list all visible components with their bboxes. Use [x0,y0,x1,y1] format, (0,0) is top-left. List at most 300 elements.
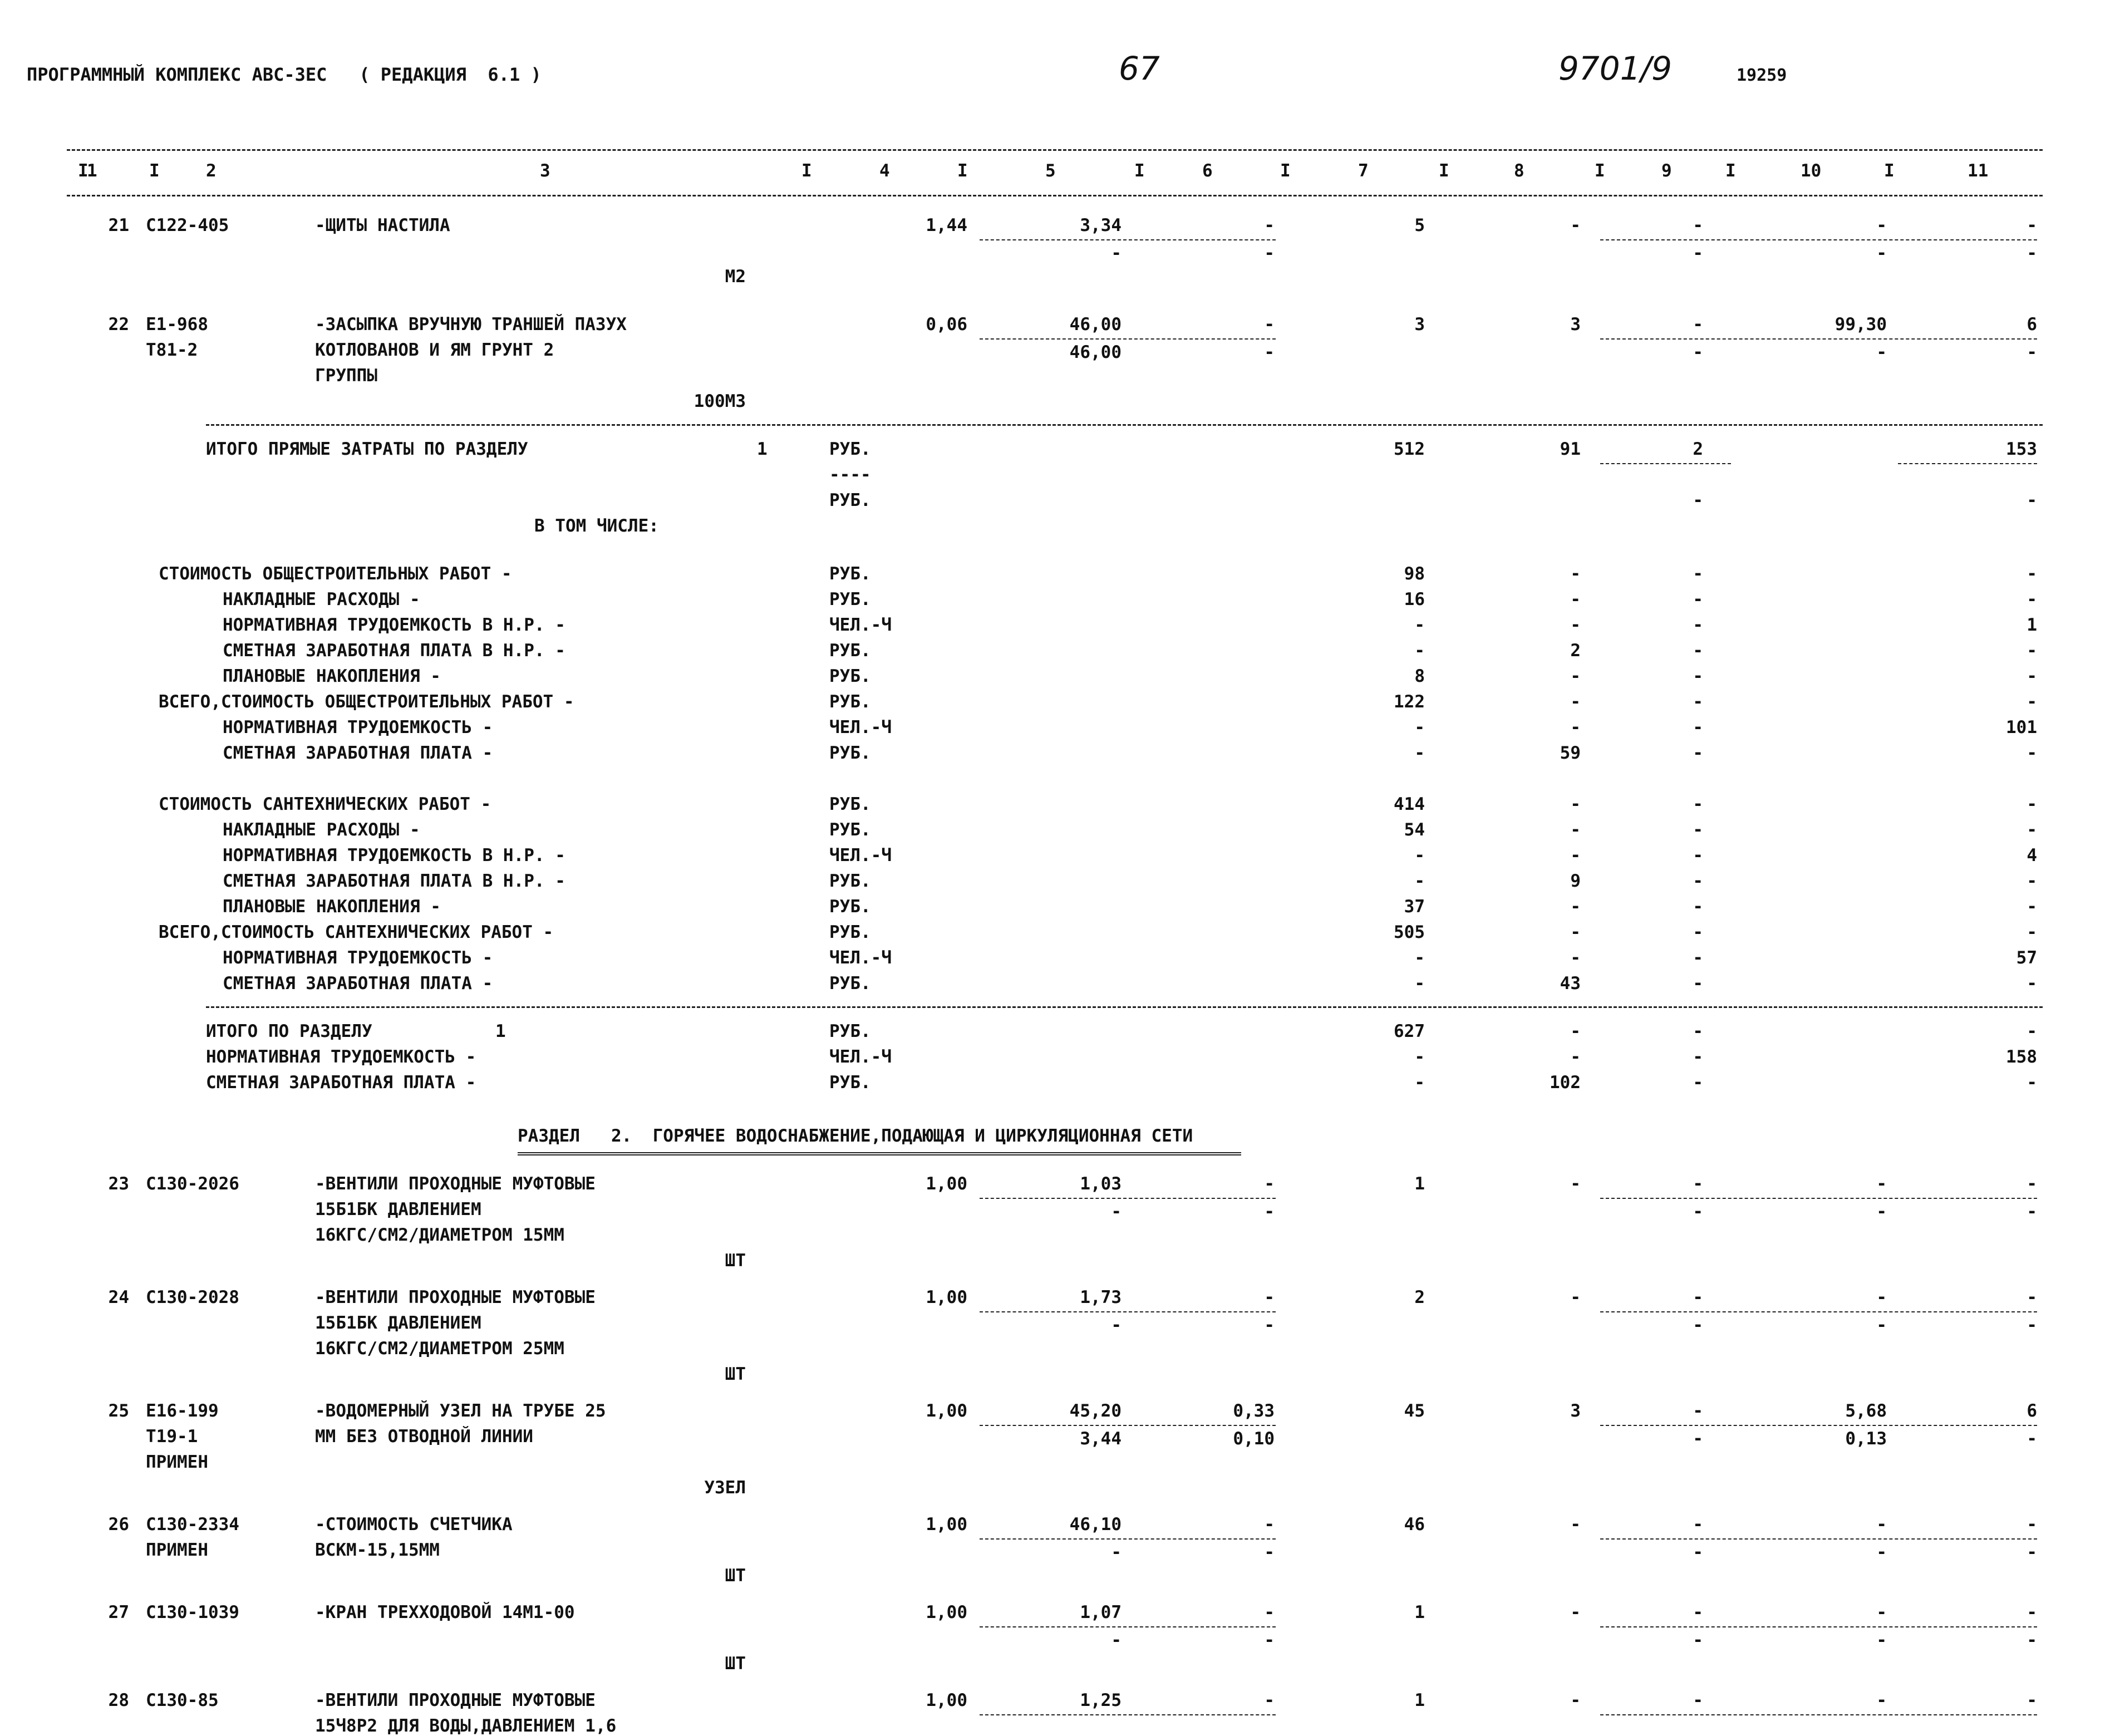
row-divider [1600,338,2037,340]
row-col-11: 6 [2027,1401,2037,1421]
row-col-8: - [1570,215,1581,235]
row-name-line: 15Ч8Р2 ДЛЯ ВОДЫ,ДАВЛЕНИЕМ 1,6 [315,1716,617,1736]
row-name-line: ММ БЕЗ ОТВОДНОЙ ЛИНИИ [315,1427,533,1447]
row-unit: ШТ [725,1251,746,1271]
row-code: С130-2028 [146,1287,239,1307]
breakdown-col-11: - [2027,794,2037,814]
row-col-5: 46,00 [1069,314,1122,335]
row-col-5: 3,34 [1080,215,1122,235]
breakdown-col-9: - [1693,973,1703,994]
breakdown-col-7: 8 [1414,666,1425,686]
row-col-7: 1 [1414,1174,1425,1194]
row-name-line: ГРУППЫ [315,366,377,386]
row-code: Е16-199 [146,1401,219,1421]
row-name-line: 16КГС/СМ2/ДИАМЕТРОМ 25ММ [315,1339,564,1359]
header-rule-bottom [67,195,2043,196]
breakdown-unit: РУБ. [829,641,871,661]
column-header-4: 4 [879,161,890,181]
row-quantity: 1,00 [926,1174,967,1194]
row-col-11: 6 [2027,314,2037,335]
row-col-11: - [2027,1287,2037,1307]
row-col-10: - [1876,1602,1887,1622]
row-col-7: 46 [1404,1514,1425,1535]
row-sub-9: - [1693,1542,1703,1562]
breakdown-col-9: - [1693,922,1703,942]
breakdown-unit: ЧЕЛ.-Ч [829,717,892,737]
document-number: 9701/9 [1558,50,1673,87]
breakdown-col-11: - [2027,589,2037,609]
breakdown-col-11: - [2027,973,2037,994]
row-col-7: 3 [1414,314,1425,335]
section-total-number: 1 [495,1021,506,1041]
breakdown-unit: ЧЕЛ.-Ч [829,615,892,635]
row-unit: 100М3 [694,391,746,411]
row-col-5: 1,73 [1080,1287,1122,1307]
row-unit: ШТ [725,1654,746,1674]
row-divider [980,1425,1276,1426]
row-name-line: ВСКМ-15,15ММ [315,1540,440,1560]
totals-rule [206,424,2043,426]
section-total-col-7: 627 [1394,1021,1425,1041]
row-number: 21 [108,215,129,235]
row-name-line: -ВЕНТИЛИ ПРОХОДНЫЕ МУФТОВЫЕ [315,1690,596,1710]
column-separator: I [1134,161,1145,181]
row-sub-11: - [2027,1630,2037,1650]
breakdown-col-7: - [1414,615,1425,635]
breakdown-col-11: - [2027,897,2037,917]
row-name-line: -ВЕНТИЛИ ПРОХОДНЫЕ МУФТОВЫЕ [315,1287,596,1307]
breakdown-col-11: - [2027,871,2037,891]
page-number: 67 [1119,50,1160,87]
column-separator: I [1439,161,1449,181]
breakdown-col-8: - [1570,897,1581,917]
breakdown-col-9: - [1693,717,1703,737]
column-header-1: 1 [87,161,97,181]
row-col-8: - [1570,1287,1581,1307]
row-col-11: - [2027,1602,2037,1622]
section-total-row-label: СМЕТНАЯ ЗАРАБОТНАЯ ПЛАТА - [206,1073,476,1093]
row-divider [1600,239,2037,240]
breakdown-unit: РУБ. [829,589,871,609]
row-sub-11: - [2027,1429,2037,1449]
row-col-8: 3 [1570,1401,1581,1421]
row-divider [980,1311,1276,1312]
breakdown-col-8: - [1570,589,1581,609]
row-unit: УЗЕЛ [704,1478,746,1498]
breakdown-unit: РУБ. [829,564,871,584]
breakdown-col-7: - [1414,641,1425,661]
column-header-10: 10 [1801,161,1822,181]
row-name-line: -ЩИТЫ НАСТИЛА [315,215,450,235]
row-col-10: 99,30 [1834,314,1887,335]
totals-sub-9: - [1693,490,1703,510]
row-divider [1600,1425,2037,1426]
column-header-6: 6 [1202,161,1213,181]
breakdown-col-7: - [1414,973,1425,994]
section-total-col-11: - [2027,1021,2037,1041]
row-quantity: 1,00 [926,1287,967,1307]
section-total-unit: РУБ. [829,1073,871,1093]
section-total-row-label: НОРМАТИВНАЯ ТРУДОЕМКОСТЬ - [206,1047,476,1067]
row-sub-9: - [1693,1202,1703,1222]
breakdown-col-8: - [1570,948,1581,968]
row-col-6: - [1264,1602,1275,1622]
breakdown-label: СМЕТНАЯ ЗАРАБОТНАЯ ПЛАТА В Н.Р. - [223,871,565,891]
row-number: 26 [108,1514,129,1535]
breakdown-unit: ЧЕЛ.-Ч [829,948,892,968]
section-total-col-9: - [1693,1021,1703,1041]
breakdown-col-7: - [1414,948,1425,968]
breakdown-col-11: - [2027,666,2037,686]
breakdown-col-11: - [2027,692,2037,712]
column-header-7: 7 [1358,161,1369,181]
breakdown-col-8: - [1570,717,1581,737]
breakdown-col-9: - [1693,692,1703,712]
section-total-col-11: - [2027,1073,2037,1093]
column-separator: I [1884,161,1895,181]
row-code: С130-2334 [146,1514,239,1535]
row-sub-5: - [1111,1630,1122,1650]
breakdown-col-9: - [1693,666,1703,686]
section2-title-underline [518,1152,1241,1155]
breakdown-col-11: - [2027,922,2037,942]
program-header: ПРОГРАММНЫЙ КОМПЛЕКС АВС-3ЕС ( РЕДАКЦИЯ 6.1 ) [27,64,542,85]
row-sub-10: - [1876,1630,1887,1650]
breakdown-col-7: 414 [1394,794,1425,814]
breakdown-col-8: - [1570,666,1581,686]
breakdown-col-9: - [1693,743,1703,763]
row-divider [980,1714,1276,1715]
row-unit: ШТ [725,1566,746,1586]
row-quantity: 1,44 [926,215,967,235]
breakdown-col-8: - [1570,692,1581,712]
row-code: Е1-968 [146,314,208,335]
column-separator: I [1280,161,1291,181]
row-sub-10: - [1876,1202,1887,1222]
breakdown-unit: РУБ. [829,743,871,763]
breakdown-col-7: 505 [1394,922,1425,942]
row-sub-6: - [1264,243,1275,263]
row-name-line: -СТОИМОСТЬ СЧЕТЧИКА [315,1514,513,1535]
row-divider [1600,1714,2037,1715]
breakdown-col-9: - [1693,589,1703,609]
row-col-7: 1 [1414,1690,1425,1710]
totals-col-8: 91 [1560,439,1581,459]
breakdown-col-7: 54 [1404,820,1425,840]
breakdown-label: НОРМАТИВНАЯ ТРУДОЕМКОСТЬ В Н.Р. - [223,615,565,635]
row-sub-6: - [1264,1542,1275,1562]
row-col-11: - [2027,1174,2037,1194]
breakdown-unit: РУБ. [829,692,871,712]
row-sub-6: - [1264,1202,1275,1222]
row-sub-9: - [1693,1630,1703,1650]
breakdown-label: ВСЕГО,СТОИМОСТЬ ОБЩЕСТРОИТЕЛЬНЫХ РАБОТ - [159,692,574,712]
section-total-unit: ЧЕЛ.-Ч [829,1047,892,1067]
row-code: Т19-1 [146,1427,198,1447]
row-sub-11: - [2027,243,2037,263]
row-col-9: - [1693,1287,1703,1307]
row-code: С130-2026 [146,1174,239,1194]
row-col-5: 1,07 [1080,1602,1122,1622]
row-col-10: - [1876,1690,1887,1710]
totals-unit-2: РУБ. [829,490,871,510]
row-sub-6: 0,10 [1233,1429,1275,1449]
row-unit: ШТ [725,1364,746,1384]
row-col-11: - [2027,1690,2037,1710]
breakdown-label: СМЕТНАЯ ЗАРАБОТНАЯ ПЛАТА - [223,973,493,994]
totals-col-9: 2 [1693,439,1703,459]
row-name-line: -ВЕНТИЛИ ПРОХОДНЫЕ МУФТОВЫЕ [315,1174,596,1194]
row-divider [1600,1626,2037,1627]
row-sub-5: - [1111,1315,1122,1335]
totals-col-7: 512 [1394,439,1425,459]
totals-label: ИТОГО ПРЯМЫЕ ЗАТРАТЫ ПО РАЗДЕЛУ [206,439,528,459]
breakdown-label: НОРМАТИВНАЯ ТРУДОЕМКОСТЬ - [223,717,493,737]
row-quantity: 1,00 [926,1401,967,1421]
breakdown-col-9: - [1693,871,1703,891]
document-code: 19259 [1737,66,1787,85]
row-divider [1600,1538,2037,1540]
breakdown-col-8: - [1570,794,1581,814]
breakdown-col-8: 59 [1560,743,1581,763]
breakdown-col-7: 98 [1404,564,1425,584]
row-number: 27 [108,1602,129,1622]
row-col-6: - [1264,1174,1275,1194]
row-col-7: 45 [1404,1401,1425,1421]
breakdown-col-7: - [1414,717,1425,737]
breakdown-label: СМЕТНАЯ ЗАРАБОТНАЯ ПЛАТА В Н.Р. - [223,641,565,661]
breakdown-col-7: - [1414,845,1425,865]
row-col-5: 46,10 [1069,1514,1122,1535]
column-header-3: 3 [540,161,550,181]
breakdown-unit: РУБ. [829,666,871,686]
breakdown-col-8: 9 [1570,871,1581,891]
totals-col-11: 153 [2006,439,2037,459]
row-col-6: - [1264,1690,1275,1710]
row-sub-6: - [1264,342,1275,362]
row-code: С130-1039 [146,1602,239,1622]
row-col-6: - [1264,314,1275,335]
breakdown-unit: РУБ. [829,820,871,840]
row-number: 24 [108,1287,129,1307]
breakdown-col-11: - [2027,564,2037,584]
breakdown-col-8: - [1570,615,1581,635]
row-sub-11: - [2027,1542,2037,1562]
breakdown-label: ПЛАНОВЫЕ НАКОПЛЕНИЯ - [223,666,441,686]
section-total-col-8: - [1570,1047,1581,1067]
row-col-8: - [1570,1174,1581,1194]
row-number: 23 [108,1174,129,1194]
breakdown-col-7: - [1414,743,1425,763]
breakdown-col-7: 16 [1404,589,1425,609]
breakdown-col-8: 43 [1560,973,1581,994]
breakdown-col-8: 2 [1570,641,1581,661]
breakdown-col-11: 1 [2027,615,2037,635]
breakdown-col-7: 122 [1394,692,1425,712]
breakdown-label: СМЕТНАЯ ЗАРАБОТНАЯ ПЛАТА - [223,743,493,763]
row-col-11: - [2027,215,2037,235]
column-header-11: 11 [1968,161,1989,181]
including-label: В ТОМ ЧИСЛЕ: [534,516,659,536]
section-total-col-9: - [1693,1047,1703,1067]
breakdown-unit: РУБ. [829,922,871,942]
row-sub-9: - [1693,1315,1703,1335]
totals-section: 1 [757,439,768,459]
breakdown-col-8: - [1570,922,1581,942]
breakdown-col-9: - [1693,845,1703,865]
section-total-col-11: 158 [2006,1047,2037,1067]
breakdown-label: ПЛАНОВЫЕ НАКОПЛЕНИЯ - [223,897,441,917]
breakdown-col-9: - [1693,615,1703,635]
row-col-7: 1 [1414,1602,1425,1622]
row-sub-9: - [1693,342,1703,362]
breakdown-unit: РУБ. [829,973,871,994]
row-sub-6: - [1264,1630,1275,1650]
row-col-10: - [1876,1287,1887,1307]
row-sub-10: - [1876,1315,1887,1335]
row-sub-5: 3,44 [1080,1429,1122,1449]
row-col-9: - [1693,1174,1703,1194]
breakdown-col-9: - [1693,641,1703,661]
row-name-line: КОТЛОВАНОВ И ЯМ ГРУНТ 2 [315,340,554,360]
row-col-5: 1,03 [1080,1174,1122,1194]
row-col-7: 5 [1414,215,1425,235]
row-sub-10: - [1876,1542,1887,1562]
column-separator: I [801,161,812,181]
row-sub-11: - [2027,1315,2037,1335]
row-divider [980,1198,1276,1199]
row-col-9: - [1693,215,1703,235]
totals-sub-11: - [2027,490,2037,510]
breakdown-label: НОРМАТИВНАЯ ТРУДОЕМКОСТЬ В Н.Р. - [223,845,565,865]
row-number: 28 [108,1690,129,1710]
row-col-10: - [1876,1174,1887,1194]
section2-title: РАЗДЕЛ 2. ГОРЯЧЕЕ ВОДОСНАБЖЕНИЕ,ПОДАЮЩАЯ И ЦИРКУЛЯЦИОННАЯ СЕТИ [518,1126,1193,1146]
row-quantity: 1,00 [926,1690,967,1710]
breakdown-unit: РУБ. [829,794,871,814]
row-col-9: - [1693,1514,1703,1535]
column-header-8: 8 [1514,161,1524,181]
column-separator: I [78,161,88,181]
row-col-10: - [1876,215,1887,235]
section-total-col-8: - [1570,1021,1581,1041]
breakdown-col-9: - [1693,948,1703,968]
breakdown-col-11: - [2027,743,2037,763]
column-separator: I [149,161,160,181]
row-sub-5: - [1111,1542,1122,1562]
row-col-11: - [2027,1514,2037,1535]
column-separator: I [957,161,968,181]
breakdown-col-8: - [1570,820,1581,840]
row-sub-9: - [1693,1429,1703,1449]
row-code: Т81-2 [146,340,198,360]
row-col-9: - [1693,1602,1703,1622]
row-code: С130-85 [146,1690,219,1710]
row-col-8: 3 [1570,314,1581,335]
row-sub-11: - [2027,1202,2037,1222]
row-sub-10: - [1876,243,1887,263]
column-separator: I [1595,161,1605,181]
breakdown-unit: ЧЕЛ.-Ч [829,845,892,865]
breakdown-col-9: - [1693,897,1703,917]
totals-divider [1898,463,2037,464]
row-col-5: 45,20 [1069,1401,1122,1421]
row-sub-10: - [1876,342,1887,362]
row-quantity: 1,00 [926,1602,967,1622]
breakdown-col-11: 57 [2016,948,2037,968]
breakdown-label: СТОИМОСТЬ ОБЩЕСТРОИТЕЛЬНЫХ РАБОТ - [159,564,512,584]
row-name-line: 15Б1БК ДАВЛЕНИЕМ [315,1199,481,1219]
row-sub-10: 0,13 [1845,1429,1887,1449]
section-total-label: ИТОГО ПО РАЗДЕЛУ [206,1021,372,1041]
row-divider [1600,1311,2037,1312]
column-separator: I [1725,161,1736,181]
section-total-col-9: - [1693,1073,1703,1093]
row-col-9: - [1693,314,1703,335]
section-total-rule [206,1006,2043,1008]
row-col-6: - [1264,1287,1275,1307]
section-total-col-7: - [1414,1073,1425,1093]
breakdown-col-8: - [1570,845,1581,865]
row-name-line: -ЗАСЫПКА ВРУЧНУЮ ТРАНШЕЙ ПАЗУХ [315,314,627,335]
row-col-6: - [1264,1514,1275,1535]
row-col-6: - [1264,215,1275,235]
breakdown-col-7: - [1414,871,1425,891]
row-divider [980,1538,1276,1540]
totals-unit-dashes: ---- [829,465,871,485]
row-col-9: - [1693,1690,1703,1710]
row-sub-5: - [1111,243,1122,263]
breakdown-col-9: - [1693,820,1703,840]
breakdown-label: СТОИМОСТЬ САНТЕХНИЧЕСКИХ РАБОТ - [159,794,491,814]
breakdown-col-11: 4 [2027,845,2037,865]
row-divider [980,239,1276,240]
row-col-8: - [1570,1514,1581,1535]
column-header-9: 9 [1661,161,1672,181]
breakdown-col-11: - [2027,820,2037,840]
section-total-col-8: 102 [1550,1073,1581,1093]
row-number: 22 [108,314,129,335]
row-quantity: 0,06 [926,314,967,335]
column-header-2: 2 [206,161,217,181]
row-name-line: 16КГС/СМ2/ДИАМЕТРОМ 15ММ [315,1225,564,1245]
column-header-5: 5 [1045,161,1056,181]
breakdown-col-11: 101 [2006,717,2037,737]
header-rule-top [67,149,2043,151]
breakdown-col-7: 37 [1404,897,1425,917]
row-col-8: - [1570,1690,1581,1710]
row-unit: М2 [725,267,746,287]
row-code: С122-405 [146,215,229,235]
row-sub-5: - [1111,1202,1122,1222]
row-sub-6: - [1264,1315,1275,1335]
row-col-5: 1,25 [1080,1690,1122,1710]
breakdown-label: НАКЛАДНЫЕ РАСХОДЫ - [223,820,420,840]
breakdown-unit: РУБ. [829,871,871,891]
row-divider [1600,1198,2037,1199]
breakdown-col-9: - [1693,564,1703,584]
row-col-9: - [1693,1401,1703,1421]
row-col-7: 2 [1414,1287,1425,1307]
row-name-line: -ВОДОМЕРНЫЙ УЗЕЛ НА ТРУБЕ 25 [315,1401,606,1421]
row-col-6: 0,33 [1233,1401,1275,1421]
breakdown-col-11: - [2027,641,2037,661]
row-divider [980,338,1276,340]
breakdown-label: НАКЛАДНЫЕ РАСХОДЫ - [223,589,420,609]
row-name-line: 15Б1БК ДАВЛЕНИЕМ [315,1313,481,1333]
row-number: 25 [108,1401,129,1421]
row-col-10: - [1876,1514,1887,1535]
